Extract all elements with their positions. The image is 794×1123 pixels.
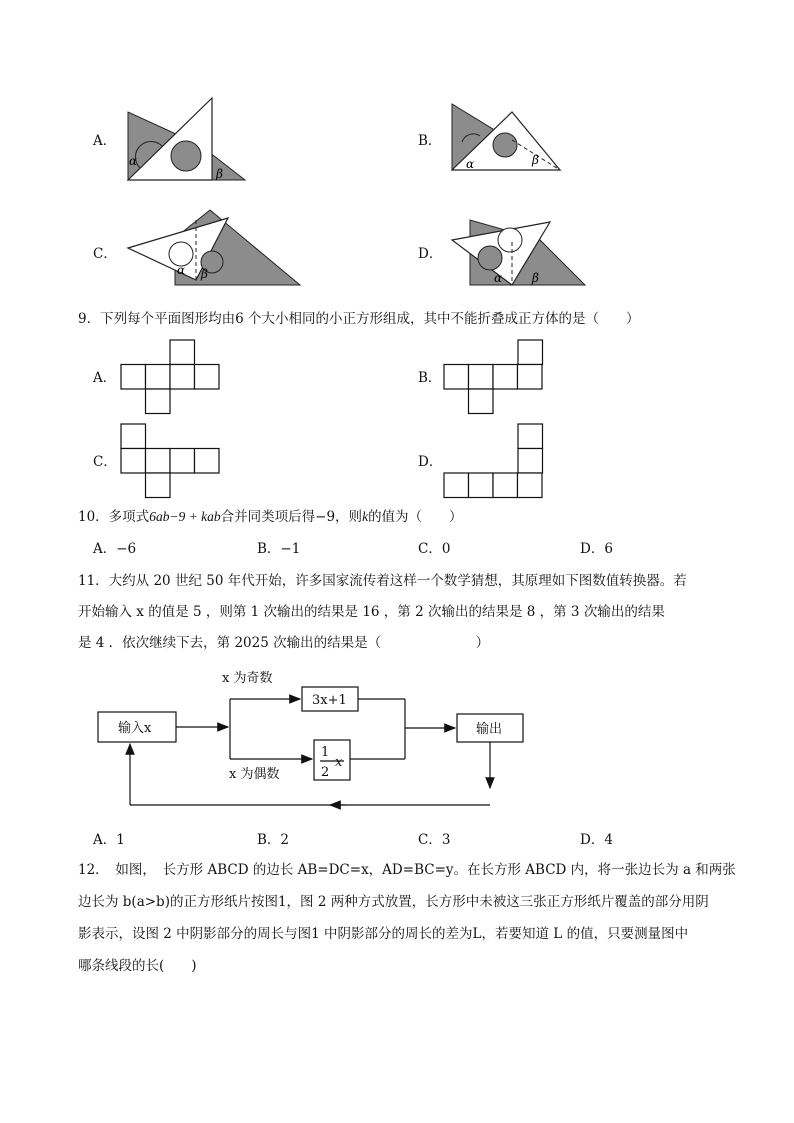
question-11-line-2: 开始输入 x 的值是 5 ，则第 1 次输出的结果是 16 ，第 2 次输出的结果是 8 ，第 3 次输出的结果 (78, 604, 665, 620)
beta-d: β (532, 271, 539, 285)
odd-formula: 3x+1 (312, 693, 347, 708)
triangle-figure-b (452, 104, 560, 171)
cube-net-c (121, 424, 219, 498)
q10-suffix: 的值为（ ） (368, 509, 463, 525)
beta-a: β (216, 167, 223, 181)
triangle-figure-a (128, 98, 245, 181)
alpha-a: α (129, 154, 138, 168)
triangle-figure-d (452, 220, 585, 285)
input-label: 输入x (118, 721, 152, 736)
cube-net-b (444, 340, 543, 414)
alpha-d: α (494, 271, 503, 285)
alpha-b: α (466, 157, 475, 171)
q8-option-c-label[interactable]: C． (93, 246, 117, 262)
q8-figures (0, 90, 794, 290)
q9-option-d-label[interactable]: D． (418, 454, 443, 470)
question-12-line-3: 影表示，设图 2 中阴影部分的周长与图1 中阴影部分的周长的差为L，若要知道 L 的值，只要测量图中 (78, 926, 689, 942)
fraction-denominator: 2 (321, 765, 330, 780)
q8-options (0, 90, 794, 290)
triangle-figure-c (128, 210, 300, 285)
fraction-variable: x (335, 755, 343, 770)
q11-flowchart (0, 660, 794, 820)
output-label: 输出 (476, 722, 503, 737)
q10-variable: k (362, 509, 369, 524)
q10-option-a[interactable]: A．−6 (93, 541, 137, 557)
q10-expression: 6ab−9 + kab (149, 509, 221, 524)
q8-option-b-label[interactable]: B． (418, 133, 442, 149)
q11-option-d[interactable]: D．4 (580, 832, 613, 848)
alpha-c: α (177, 263, 186, 277)
q8-option-a-label[interactable]: A． (93, 133, 117, 149)
cube-net-a (121, 340, 219, 414)
fraction-numerator: 1 (321, 745, 330, 760)
question-10-stem (78, 508, 463, 526)
beta-c: β (201, 267, 208, 281)
q10-middle: 合并同类项后得−9，则 (220, 509, 363, 525)
q11-option-c[interactable]: C．3 (418, 832, 451, 848)
question-12-line-4: 哪条线段的长( ) (78, 958, 197, 974)
q11-option-b[interactable]: B．2 (257, 832, 290, 848)
question-12-line-2: 边长为 b(a>b)的正方形纸片按图1，图 2 两种方式放置，长方形中未被这三张正方形纸片覆盖的部分用阴 (78, 894, 709, 910)
odd-branch-label: x 为奇数 (222, 671, 273, 686)
beta-b: β (532, 153, 539, 167)
q9-option-a-label[interactable]: A． (93, 370, 117, 386)
q9-option-c-label[interactable]: C． (93, 454, 117, 470)
question-9-stem: 9．下列每个平面图形均由6 个大小相同的小正方形组成，其中不能折叠成正方体的是（ ） (78, 311, 640, 327)
question-11-line-3: 是 4 ．依次继续下去，第 2025 次输出的结果是（ ） (78, 635, 490, 651)
q10-option-c[interactable]: C．0 (418, 541, 451, 557)
question-11-line-1: 11．大约从 20 世纪 50 年代开始，许多国家流传着这样一个数学猜想，其原理如下图数值转换器。若 (78, 573, 687, 589)
q11-option-a[interactable]: A．1 (93, 832, 125, 848)
even-formula-box (314, 740, 350, 780)
q9-nets (0, 335, 794, 505)
q10-option-d[interactable]: D．6 (580, 541, 613, 557)
q8-option-d-label[interactable]: D． (418, 246, 443, 262)
question-12-line-1: 12． 如图， 长方形 ABCD 的边长 AB=DC=x，AD=BC=y。在长方形 ABCD 内，将一张边长为 a 和两张 (78, 862, 736, 878)
q9-option-b-label[interactable]: B． (418, 370, 442, 386)
cube-net-d (444, 424, 543, 498)
q10-prefix: 10．多项式 (78, 509, 150, 525)
even-branch-label: x 为偶数 (229, 767, 280, 782)
q10-option-b[interactable]: B．−1 (257, 541, 301, 557)
